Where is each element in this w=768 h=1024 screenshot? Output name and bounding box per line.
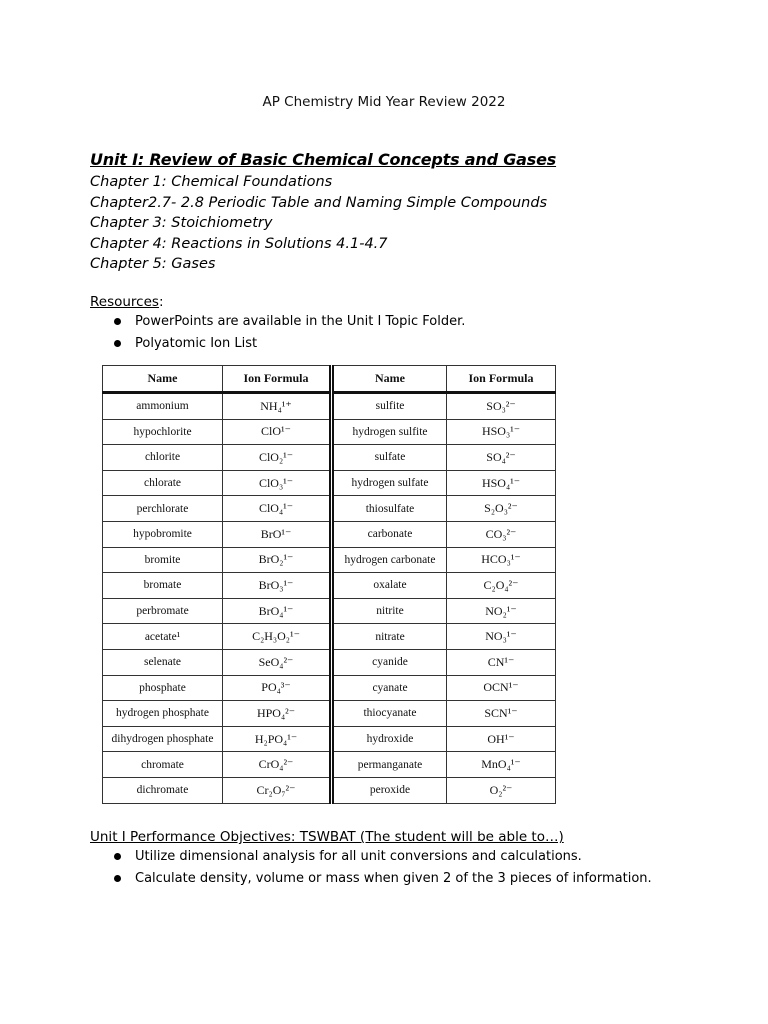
column-header: Name [103,366,223,393]
ion-formula-cell: ClO¹⁻ [223,419,332,445]
ion-name-cell: thiosulfate [332,496,447,522]
table-row [103,496,556,522]
resources-list [108,311,465,354]
ion-formula-cell: HCO₃¹⁻ [447,547,556,573]
objectives-heading: Unit I Performance Objectives: TSWBAT (The student will be able to…) [90,829,564,845]
resources-colon: : [158,294,164,310]
ion-formula-cell: MnO₄¹⁻ [447,752,556,778]
table-row [103,547,556,573]
table-row [103,777,556,803]
ion-formula-cell: C₂H₃O₂¹⁻ [223,624,332,650]
polyatomic-ion-table [102,365,556,804]
ion-name-cell: hydrogen sulfate [332,470,447,496]
ion-formula-cell: NO₂¹⁻ [447,598,556,624]
ion-formula-cell: OH¹⁻ [447,726,556,752]
ion-name-cell: chlorite [103,445,223,471]
column-header: Ion Formula [447,366,556,393]
ion-name-cell: nitrate [332,624,447,650]
ion-formula-cell: NH₄¹⁺ [223,393,332,420]
bullet-icon [114,318,121,325]
ion-formula-cell: O₂²⁻ [447,777,556,803]
ion-formula-cell: ClO₃¹⁻ [223,470,332,496]
chapter-item: Chapter2.7- 2.8 Periodic Table and Naming Simple Compounds [90,194,548,211]
ion-table-body [103,393,556,804]
list-item [108,311,465,333]
ion-name-cell: chromate [103,752,223,778]
ion-formula-cell: H₂PO₄¹⁻ [223,726,332,752]
ion-name-cell: oxalate [332,573,447,599]
ion-name-cell: thiocyanate [332,701,447,727]
ion-formula-cell: HSO₃¹⁻ [447,419,556,445]
ion-formula-cell: BrO₄¹⁻ [223,598,332,624]
ion-name-cell: hypobromite [103,521,223,547]
column-header: Ion Formula [223,366,332,393]
column-header: Name [332,366,447,393]
table-row [103,701,556,727]
ion-name-cell: perchlorate [103,496,223,522]
objectives-list [108,846,652,889]
ion-formula-cell: ClO₄¹⁻ [223,496,332,522]
ion-name-cell: perbromate [103,598,223,624]
ion-formula-cell: HSO₄¹⁻ [447,470,556,496]
unit-heading: Unit I: Review of Basic Chemical Concepts and Gases [90,150,557,169]
ion-formula-cell: BrO₃¹⁻ [223,573,332,599]
ion-formula-cell: ClO₂¹⁻ [223,445,332,471]
list-item [108,333,465,355]
ion-formula-cell: Cr₂O₇²⁻ [223,777,332,803]
chapter-item: Chapter 1: Chemical Foundations [90,174,333,190]
ion-name-cell: bromate [103,573,223,599]
ion-formula-cell: NO₃¹⁻ [447,624,556,650]
ion-formula-cell: CO₃²⁻ [447,521,556,547]
bullet-icon [114,853,121,860]
bullet-icon [114,340,121,347]
table-row [103,445,556,471]
table-row [103,675,556,701]
ion-name-cell: dichromate [103,777,223,803]
ion-name-cell: dihydrogen phosphate [103,726,223,752]
list-item [108,846,652,868]
ion-formula-cell: SCN¹⁻ [447,701,556,727]
table-row [103,470,556,496]
chapter-item: Chapter 4: Reactions in Solutions 4.1-4.7 [90,235,388,252]
ion-name-cell: permanganate [332,752,447,778]
page-title: AP Chemistry Mid Year Review 2022 [262,94,506,110]
ion-name-cell: selenate [103,649,223,675]
ion-name-cell: chlorate [103,470,223,496]
ion-formula-cell: PO₄³⁻ [223,675,332,701]
ion-name-cell: hydrogen sulfite [332,419,447,445]
ion-formula-cell: SeO₄²⁻ [223,649,332,675]
chapter-item: Chapter 5: Gases [90,256,216,272]
ion-name-cell: peroxide [332,777,447,803]
ion-formula-cell: C₂O₄²⁻ [447,573,556,599]
ion-name-cell: acetate¹ [103,624,223,650]
table-row [103,573,556,599]
ion-name-cell: sulfite [332,393,447,420]
resource-text: Polyatomic Ion List [135,335,258,351]
ion-name-cell: ammonium [103,393,223,420]
ion-formula-cell: SO₃²⁻ [447,393,556,420]
table-row [103,419,556,445]
table-row [103,649,556,675]
ion-name-cell: nitrite [332,598,447,624]
ion-formula-cell: BrO₂¹⁻ [223,547,332,573]
ion-formula-cell: OCN¹⁻ [447,675,556,701]
ion-name-cell: hydroxide [332,726,447,752]
ion-name-cell: hypochlorite [103,419,223,445]
ion-formula-cell: HPO₄²⁻ [223,701,332,727]
ion-name-cell: phosphate [103,675,223,701]
ion-name-cell: cyanate [332,675,447,701]
table-row [103,521,556,547]
resource-text: PowerPoints are available in the Unit I Topic Folder. [135,314,466,329]
table-header-row [103,366,556,393]
objective-text: Calculate density, volume or mass when given 2 of the 3 pieces of information. [135,870,652,886]
ion-name-cell: sulfate [332,445,447,471]
table-row [103,726,556,752]
ion-name-cell: hydrogen phosphate [103,701,223,727]
ion-formula-cell: CN¹⁻ [447,649,556,675]
ion-name-cell: bromite [103,547,223,573]
ion-formula-cell: BrO¹⁻ [223,521,332,547]
objective-text: Utilize dimensional analysis for all unit conversions and calculations. [135,849,582,864]
chapter-item: Chapter 3: Stoichiometry [90,215,273,231]
resources-heading [90,294,164,310]
table-row [103,752,556,778]
ion-name-cell: carbonate [332,521,447,547]
ion-formula-cell: CrO₄²⁻ [223,752,332,778]
list-item [108,868,652,890]
table-row [103,624,556,650]
ion-name-cell: hydrogen carbonate [332,547,447,573]
ion-formula-cell: S₂O₃²⁻ [447,496,556,522]
chapter-list [90,172,547,275]
bullet-icon [114,875,121,882]
ion-name-cell: cyanide [332,649,447,675]
table-row [103,598,556,624]
ion-formula-cell: SO₄²⁻ [447,445,556,471]
table-row [103,393,556,420]
resources-label: Resources [90,294,159,310]
